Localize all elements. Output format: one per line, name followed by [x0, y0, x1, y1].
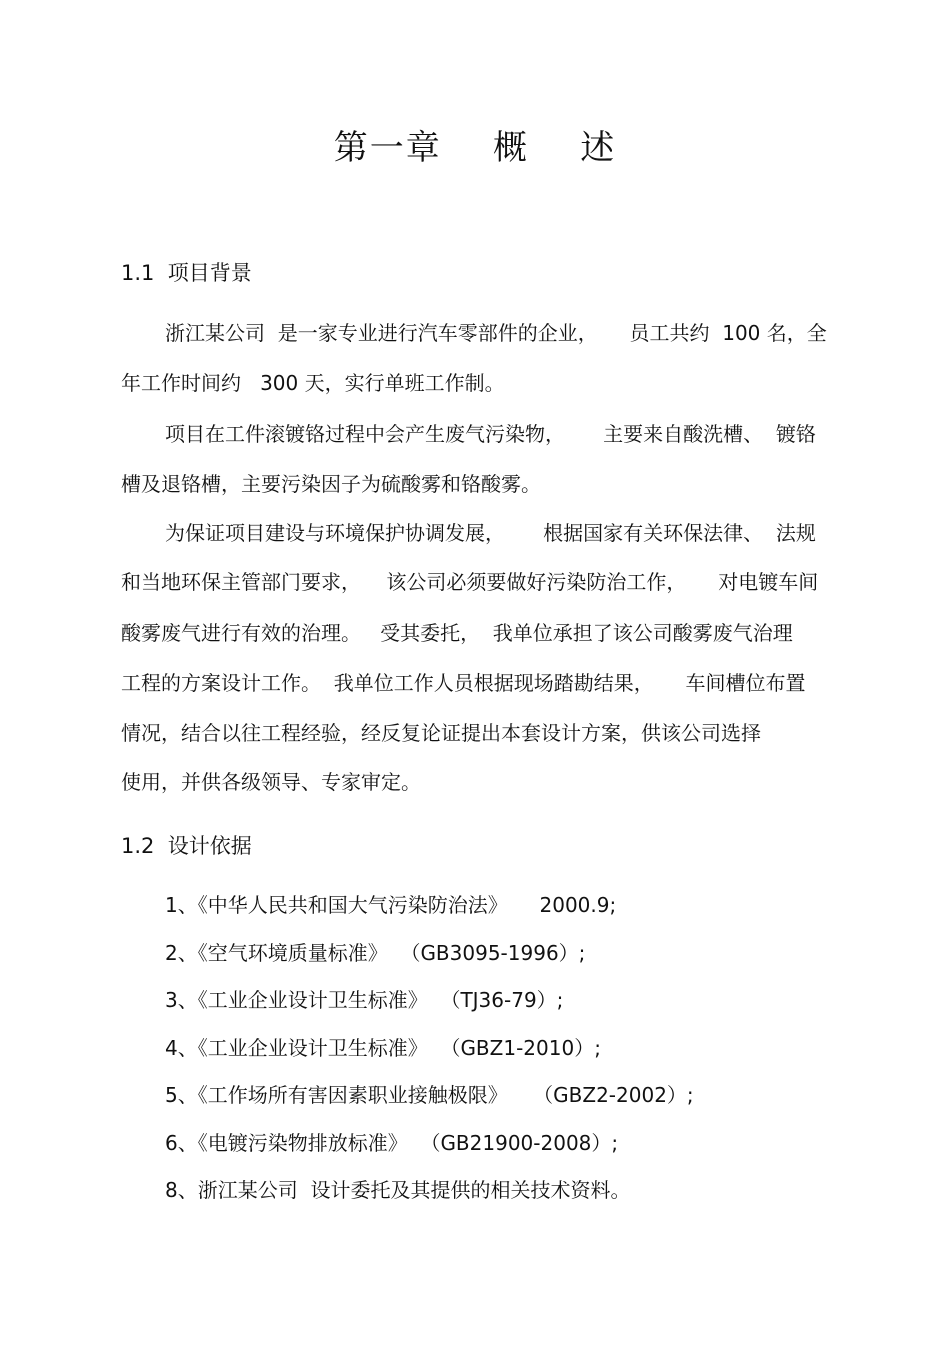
section-heading-project-background: 1.1 项目背景: [121, 261, 252, 285]
reference-item: 5、《工作场所有害因素职业接触极限》 （GBZ2-2002）;: [165, 1083, 694, 1107]
paragraph-line: 槽及退铬槽，主要污染因子为硫酸雾和铬酸雾。: [121, 472, 541, 496]
paragraph-line: 浙江某公司 是一家专业进行汽车零部件的企业， 员工共约 100 名，全: [165, 321, 827, 345]
paragraph-line: 和当地环保主管部门要求， 该公司必须要做好污染防治工作， 对电镀车间: [121, 570, 819, 594]
paragraph-line: 酸雾废气进行有效的治理。 受其委托， 我单位承担了该公司酸雾废气治理: [121, 621, 793, 645]
reference-item: 1、《中华人民共和国大气污染防治法》 2000.9;: [165, 893, 617, 917]
reference-item: 8、浙江某公司 设计委托及其提供的相关技术资料。: [165, 1178, 631, 1202]
paragraph-line: 使用，并供各级领导、专家审定。: [121, 770, 421, 794]
section-heading-design-basis: 1.2 设计依据: [121, 834, 252, 858]
reference-item: 2、《空气环境质量标准》 （GB3095-1996）;: [165, 941, 586, 965]
paragraph-line: 为保证项目建设与环境保护协调发展， 根据国家有关环保法律、 法规: [165, 521, 816, 545]
paragraph-line: 年工作时间约 300 天，实行单班工作制。: [121, 371, 505, 395]
reference-item: 3、《工业企业设计卫生标准》 （TJ36-79）;: [165, 988, 564, 1012]
paragraph-line: 工程的方案设计工作。 我单位工作人员根据现场踏勘结果， 车间槽位布置: [121, 671, 806, 695]
reference-item: 6、《电镀污染物排放标准》 （GB21900-2008）;: [165, 1131, 619, 1155]
paragraph-line: 情况，结合以往工程经验，经反复论证提出本套设计方案，供该公司选择: [121, 721, 761, 745]
reference-item: 4、《工业企业设计卫生标准》 （GBZ1-2010）;: [165, 1036, 601, 1060]
chapter-title: 第一章 概 述: [333, 128, 617, 168]
paragraph-line: 项目在工件滚镀铬过程中会产生废气污染物， 主要来自酸洗槽、 镀铬: [165, 422, 816, 446]
